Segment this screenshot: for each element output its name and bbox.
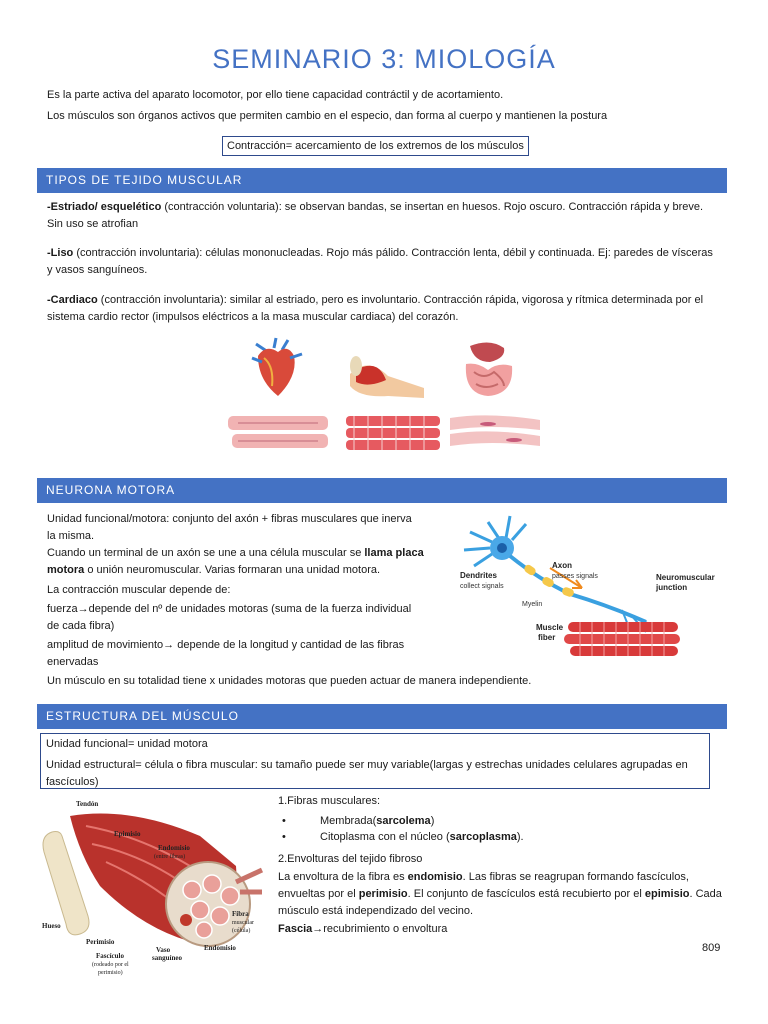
amplitude-text: depende de la longitud y cantidad de las fibras enervadas xyxy=(47,639,405,668)
env-text-c: . Las fibras se reagrupan formando fascículos, envueltas por el xyxy=(278,871,689,900)
page-number: 809 xyxy=(702,942,721,954)
term-cardiaco: -Cardiaco xyxy=(47,294,98,306)
bullet-icon: • xyxy=(282,815,286,827)
env-text-g: . Cada músculo está independizado del vecino. xyxy=(278,888,722,917)
label-fibra-sub2: (célula) xyxy=(232,928,251,934)
paragraph-estriado xyxy=(47,199,717,233)
bullet-membrane xyxy=(320,813,434,830)
intro-line-2: Los músculos son órganos activos que permiten cambio en el especio, dan forma al cuerpo y mantienen la postura xyxy=(47,110,608,122)
perimisio-term: perimisio xyxy=(358,888,408,900)
text-cardiaco: (contracción involuntaria): similar al estriado, pero es involuntario. Contracción rápida, vigorosa y rítmica determinada por el sistema cardio rector (impulsos eléctricos a la masa muscular cardiaca) del corazón. xyxy=(47,294,704,323)
endomisio-term: endomisio xyxy=(407,871,463,883)
label-fibra: Fibra xyxy=(232,910,249,918)
text-liso: (contracción involuntaria): células mononucleadas. Rojo más pálido. Contracción lenta, débil y continuada. Ej: paredes de vísceras y vasos sanguíneos. xyxy=(47,247,713,276)
fascia-text: recubrimiento o envoltura xyxy=(323,923,448,935)
cytoplasm-text: Citoplasma con el núcleo ( xyxy=(320,831,450,843)
term-estriado: -Estriado/ esquelético xyxy=(47,201,162,213)
intro-line-1: Es la parte activa del aparato locomotor, por ello tiene capacidad contráctil y de acortamiento. xyxy=(47,89,504,101)
fascia-line xyxy=(278,921,447,938)
skeletal-tissue-strip xyxy=(346,416,440,450)
motor-plate-paragraph xyxy=(47,545,442,579)
label-endomisio-2: Endomisio xyxy=(204,944,236,952)
label-endomisio-sub: (entre fibras) xyxy=(154,854,186,860)
muscle-structure-illustration xyxy=(40,796,264,978)
epimisio-term: epimisio xyxy=(644,888,690,900)
muscle-fiber-bundle-icon xyxy=(564,622,680,656)
cardiac-tissue-strip xyxy=(228,416,328,448)
structural-unit-line: Unidad estructural= célula o fibra muscular: su tamaño puede ser muy variable(largas y estrechas unidades celulares agrupadas en fascículos) xyxy=(46,759,688,788)
intestine-icon xyxy=(466,342,512,396)
label-fasciculo-sub1: (rodeado por el xyxy=(92,962,129,968)
amplitude-term: amplitud de movimiento xyxy=(47,639,164,651)
label-dendrites: Dendrites xyxy=(460,571,497,580)
label-fibra-sub1: muscular xyxy=(232,920,254,926)
heart-icon xyxy=(252,338,302,396)
arrow-right-icon: → xyxy=(312,923,324,935)
motor-plate-term: llama placa motora xyxy=(47,547,424,576)
section-heading-estructura: ESTRUCTURA DEL MÚSCULO xyxy=(37,704,727,729)
sarcolema-term: sarcolema xyxy=(376,815,431,827)
label-axon: Axon xyxy=(552,561,572,570)
muscle-tissue-types-illustration xyxy=(228,336,540,464)
section-heading-neurona: NEURONA MOTORA xyxy=(37,478,727,503)
label-tendon: Tendón xyxy=(76,800,99,808)
sarcoplasma-term: sarcoplasma xyxy=(449,831,517,843)
arrow-right-icon: → xyxy=(163,639,175,651)
label-fasciculo: Fascículo xyxy=(96,952,124,960)
motor-neuron-illustration xyxy=(450,510,720,662)
label-myelin: Myelin xyxy=(522,601,543,608)
smooth-tissue-strip xyxy=(450,415,540,446)
label-muscle: Muscle xyxy=(536,623,564,632)
page-title: SEMINARIO 3: MIOLOGÍA xyxy=(212,44,556,74)
contraction-depends-paragraph: La contracción muscular depende de: xyxy=(47,584,231,596)
label-fiber: fiber xyxy=(538,633,556,642)
label-endomisio: Endomisio xyxy=(158,844,190,852)
env-text-a: La envoltura de la fibra es xyxy=(278,871,408,883)
force-paragraph xyxy=(47,601,417,635)
paragraph-cardiaco xyxy=(47,292,727,326)
paragraph-liso xyxy=(47,245,717,279)
force-text: depende del nº de unidades motoras (suma de la fuerza individual de cada fibra) xyxy=(47,603,412,632)
label-dendrites-sub: collect signals xyxy=(460,583,504,590)
structure-definitions-box xyxy=(40,733,710,789)
motor-units-summary: Un músculo en su totalidad tiene x unidades motoras que pueden actuar de manera independiente. xyxy=(47,675,532,687)
membrane-text: Membrada( xyxy=(320,815,377,827)
term-liso: -Liso xyxy=(47,247,74,259)
arm-muscle-icon xyxy=(350,356,424,398)
fibers-list-title: 1.Fibras musculares: xyxy=(278,795,381,807)
label-epimisio: Epimisio xyxy=(114,830,141,838)
amplitude-paragraph xyxy=(47,637,447,671)
envelopes-paragraph xyxy=(278,869,723,920)
label-neuromuscular: Neuromuscular xyxy=(656,573,715,582)
motor-plate-text-1: Cuando un terminal de un axón se une a una célula muscular se xyxy=(47,547,365,559)
contraction-definition-box: Contracción= acercamiento de los extremos de los músculos xyxy=(222,136,529,156)
envelopes-title: 2.Envolturas del tejido fibroso xyxy=(278,853,423,865)
label-perimisio: Perimisio xyxy=(86,938,115,946)
label-hueso: Hueso xyxy=(42,922,61,930)
env-text-e: . El conjunto de fascículos está recubierto por el xyxy=(407,888,645,900)
label-axon-sub: passes signals xyxy=(552,573,598,580)
arrow-right-icon: → xyxy=(77,603,89,615)
label-vaso: Vaso xyxy=(156,946,171,954)
functional-unit-line: Unidad funcional= unidad motora xyxy=(46,738,208,750)
text-estriado: (contracción voluntaria): se observan bandas, se insertan en huesos. Rojo oscuro. Contracción rápida y breve. Sin uso se atrofian xyxy=(47,201,704,230)
fascia-term: Fascia xyxy=(278,923,313,935)
label-junction: junction xyxy=(656,583,688,592)
label-vaso-sub: sanguíneo xyxy=(152,954,182,962)
label-fasciculo-sub2: perimisio) xyxy=(98,970,123,976)
section-heading-tipos: TIPOS DE TEJIDO MUSCULAR xyxy=(37,168,727,193)
bullet-icon: • xyxy=(282,831,286,843)
force-term: fuerza xyxy=(47,603,78,615)
membrane-close: ) xyxy=(430,815,435,827)
motor-plate-text-2: o unión neuromuscular. Varias formaran una unidad motora. xyxy=(84,564,381,576)
bullet-cytoplasm xyxy=(320,829,524,846)
cytoplasm-close: ). xyxy=(516,831,524,843)
motor-unit-paragraph: Unidad funcional/motora: conjunto del axón + fibras musculares que inerva la misma. xyxy=(47,513,412,542)
